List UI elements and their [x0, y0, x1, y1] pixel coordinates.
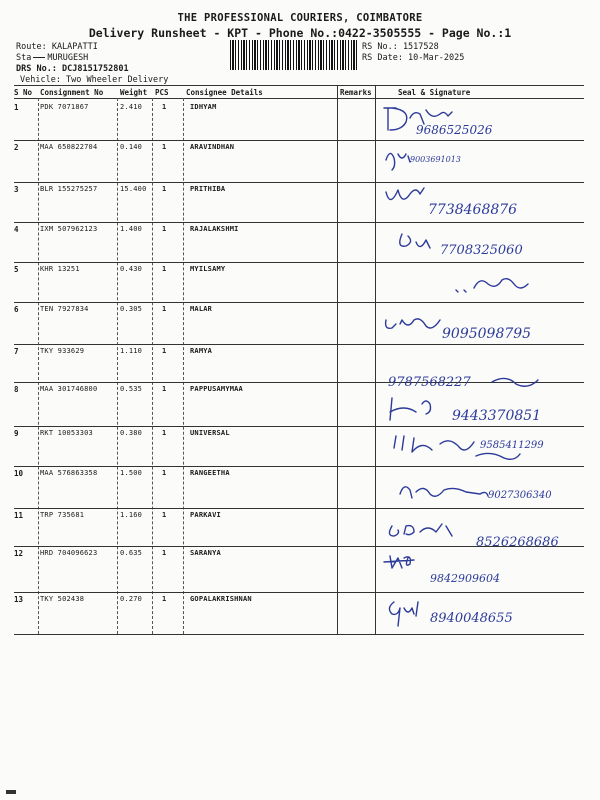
row-weight: 0.305: [120, 305, 143, 313]
row-pcs: 1: [162, 225, 167, 233]
runsheet-subtitle: Delivery Runsheet - KPT - Phone No.:0422-3505555 - Page No.:1: [88, 26, 512, 40]
svg-text:9027306340: 9027306340: [488, 490, 552, 501]
row-consignment: IXM 507962123: [40, 225, 98, 233]
row-consignee: PAPPUSAMYMAA: [190, 385, 243, 393]
col-sep: [183, 98, 184, 634]
row-consignee: MALAR: [190, 305, 213, 313]
row-sno: 9: [14, 429, 19, 438]
row-consignment: MAA 301746800: [40, 385, 98, 393]
row-pcs: 1: [162, 185, 167, 193]
row-pcs: 1: [162, 103, 167, 111]
row-separator: [14, 344, 584, 345]
signature-row-8: [380, 390, 600, 428]
row-consignee: UNIVERSAL: [190, 429, 230, 437]
row-sno: 4: [14, 225, 19, 234]
svg-text:7708325060: 7708325060: [440, 243, 523, 258]
row-sno: 5: [14, 265, 19, 274]
row-weight: 1.400: [120, 225, 143, 233]
row-consignee: SARANYA: [190, 549, 221, 557]
header-remarks: Remarks: [340, 88, 372, 97]
header-sno: S No: [14, 88, 33, 97]
row-consignment: HRD 704096623: [40, 549, 98, 557]
svg-text:7738468876: 7738468876: [428, 202, 518, 218]
row-weight: 0.270: [120, 595, 143, 603]
row-weight: 0.140: [120, 143, 143, 151]
rs-number: RS No.: 1517528: [362, 42, 439, 52]
row-separator: [14, 466, 584, 467]
row-consignment: TKY 502438: [40, 595, 85, 603]
table-top-border: [14, 85, 584, 86]
row-sno: 3: [14, 185, 19, 194]
signature-row-3: [380, 180, 600, 218]
row-pcs: 1: [162, 595, 167, 603]
svg-text:9686525026: 9686525026: [416, 123, 493, 137]
row-consignee: RANGEETHA: [190, 469, 230, 477]
signature-row-13: [380, 592, 600, 630]
row-sno: 2: [14, 143, 19, 152]
row-weight: 1.500: [120, 469, 143, 477]
seal-border: [375, 86, 376, 634]
company-title: THE PROFESSIONAL COURIERS, COIMBATORE: [177, 12, 423, 24]
svg-text:9585411299: 9585411299: [480, 440, 544, 451]
header-bottom-border: [14, 98, 584, 99]
route-label: Route: KALAPATTI: [16, 42, 98, 52]
row-separator: [14, 302, 584, 303]
row-pcs: 1: [162, 143, 167, 151]
row-consignee: IDHYAM: [190, 103, 217, 111]
drs-number: DRS No.: DCJ8151752801: [16, 64, 129, 74]
row-weight: 15.400: [120, 185, 147, 193]
barcode: [230, 40, 358, 70]
signature-row-2: [380, 140, 600, 178]
row-weight: 1.160: [120, 511, 143, 519]
row-pcs: 1: [162, 429, 167, 437]
row-sno: 6: [14, 305, 19, 314]
row-consignment: TKY 933629: [40, 347, 85, 355]
row-consignee: ARAVINDHAN: [190, 143, 235, 151]
row-weight: 1.110: [120, 347, 143, 355]
row-consignee: RAJALAKSHMI: [190, 225, 239, 233]
row-consignee: GOPALAKRISHNAN: [190, 595, 252, 603]
row-consignment: MAA 650822704: [40, 143, 98, 151]
header-consignee: Consignee Details: [186, 88, 263, 97]
svg-text:8940048655: 8940048655: [430, 611, 513, 626]
row-consignee: RAMYA: [190, 347, 213, 355]
row-pcs: 1: [162, 469, 167, 477]
scratch-mark: [33, 57, 45, 58]
row-pcs: 1: [162, 347, 167, 355]
signature-row-12: [380, 546, 600, 584]
scan-mark: [6, 790, 16, 794]
row-sno: 13: [14, 595, 24, 604]
row-weight: 0.535: [120, 385, 143, 393]
col-sep: [152, 98, 153, 634]
svg-text:9443370851: 9443370851: [452, 408, 542, 424]
row-sno: 12: [14, 549, 24, 558]
header-seal: Seal & Signature: [398, 88, 471, 97]
row-consignment: KHR 13251: [40, 265, 80, 273]
header-pcs: PCS: [155, 88, 169, 97]
signature-row-9: [380, 428, 600, 466]
signature-row-6: [380, 306, 600, 344]
svg-text:9095098795: 9095098795: [442, 326, 532, 342]
signature-row-5: [380, 264, 600, 302]
row-weight: 2.410: [120, 103, 143, 111]
row-consignment: TRP 735681: [40, 511, 85, 519]
row-consignment: MAA 576863358: [40, 469, 98, 477]
signature-row-4: [380, 222, 600, 260]
svg-text:9003691013: 9003691013: [410, 155, 461, 164]
row-consignment: RKT 10053303: [40, 429, 93, 437]
vehicle-label: Vehicle: Two Wheeler Delivery: [20, 75, 169, 85]
header-consignment: Consignment No: [40, 88, 104, 97]
row-pcs: 1: [162, 385, 167, 393]
row-consignee: MYILSAMY: [190, 265, 226, 273]
svg-text:9787568227: 9787568227: [388, 375, 471, 390]
row-sno: 10: [14, 469, 24, 478]
remarks-border: [337, 86, 338, 634]
row-sno: 1: [14, 103, 19, 112]
row-pcs: 1: [162, 549, 167, 557]
row-pcs: 1: [162, 265, 167, 273]
header-weight: Weight: [120, 88, 148, 97]
row-separator: [14, 634, 584, 635]
row-pcs: 1: [162, 305, 167, 313]
staff-label: [16, 53, 88, 63]
rs-date: RS Date: 10-Mar-2025: [362, 53, 465, 63]
row-sno: 8: [14, 385, 19, 394]
row-weight: 0.380: [120, 429, 143, 437]
col-sep: [38, 98, 39, 634]
row-consignment: PDK 7071867: [40, 103, 89, 111]
row-sno: 7: [14, 347, 19, 356]
row-consignee: PRITHIBA: [190, 185, 226, 193]
row-pcs: 1: [162, 511, 167, 519]
svg-text:8526268686: 8526268686: [476, 535, 559, 550]
col-sep: [117, 98, 118, 634]
row-weight: 0.635: [120, 549, 143, 557]
row-consignee: PARKAVI: [190, 511, 221, 519]
signature-row-10: [380, 472, 600, 510]
row-sno: 11: [14, 511, 24, 520]
signature-row-1: [380, 100, 600, 138]
row-weight: 0.430: [120, 265, 143, 273]
row-consignment: BLR 155275257: [40, 185, 98, 193]
svg-text:9842909604: 9842909604: [430, 572, 500, 584]
staff-name: MURUGESH: [47, 53, 89, 63]
staff-prefix: Sta: [16, 53, 32, 63]
row-separator: [14, 262, 584, 263]
row-consignment: TEN 7927834: [40, 305, 89, 313]
